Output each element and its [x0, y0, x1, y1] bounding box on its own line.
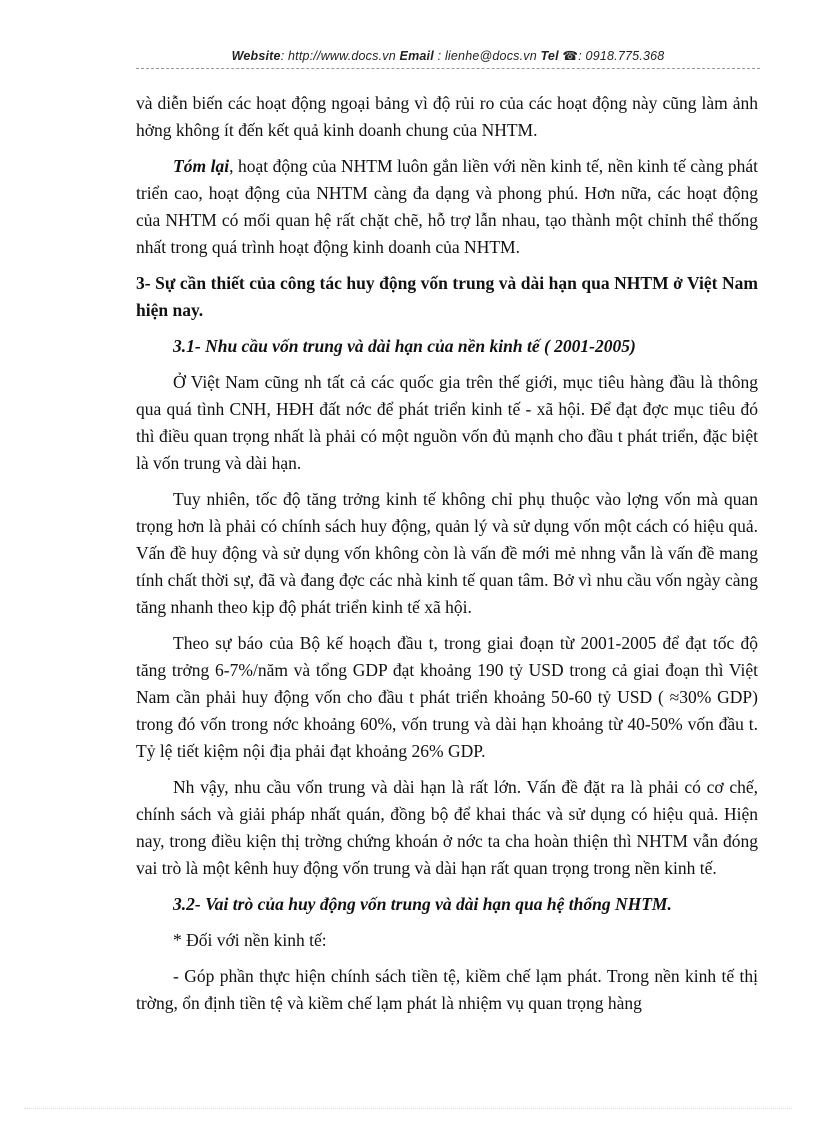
email-value: : lienhe@docs.vn — [437, 49, 537, 63]
paragraph-summary — [136, 153, 758, 261]
website-value: : http://www.docs.vn — [280, 49, 396, 63]
tel-label: Tel ☎ — [540, 49, 579, 63]
email-label: Email — [399, 49, 434, 63]
header-divider — [136, 68, 760, 69]
summary-text: , hoạt động của NHTM luôn gắn liền với nền kinh tế, nền kinh tế càng phát triển cao, hoạt động của NHTM càng đa dạng và phong phú. Hơn nữa, các hoạt động của NHTM có mối quan hệ rất chặt chẽ, hỗ trợ lẫn nhau, tạo thành một chỉnh thể thống nhất trong quá trình hoạt động kinh doanh của NHTM. — [136, 156, 758, 257]
section-3-heading: 3- Sự cần thiết của công tác huy động vốn trung và dài hạn qua NHTM ở Việt Nam hiện nay. — [136, 273, 758, 320]
footer-divider — [24, 1108, 792, 1109]
paragraph-vietnam-goals: Ở Việt Nam cũng nh tất cả các quốc gia trên thế giới, mục tiêu hàng đầu là thông qua quá tình CNH, HĐH đất nớc để phát triển kinh tế - xã hội. Để đạt đợc mục tiêu đó thì điều quan trọng nhất là phải có một nguồn vốn đủ mạnh cho đầu t phát triển, đặc biệt là vốn trung và dài hạn. — [136, 372, 758, 473]
paragraph-growth-rate: Tuy nhiên, tốc độ tăng trởng kinh tế không chỉ phụ thuộc vào lợng vốn mà quan trọng hơn là phải có chính sách huy động, quản lý và sử dụng vốn một cách có hiệu quả. Vấn đề huy động và sử dụng vốn không còn là vấn đề mới mẻ nhng vẫn là vấn đề mang tính chất thời sự, đã và đang đợc các nhà kinh tế quan tâm. Bở vì nhu cầu vốn ngày càng tăng nhanh theo kịp độ phát triển kinh tế xã hội. — [136, 489, 758, 617]
summary-lead: Tóm lại — [173, 156, 230, 176]
document-body — [136, 90, 758, 1026]
paragraph-continuation: và diễn biến các hoạt động ngoại bảng vì độ rủi ro của các hoạt động này cũng làm ảnh hởng không ít đến kết quả kinh doanh chung của NHTM. — [136, 93, 758, 140]
paragraph-capital-needs: Nh vậy, nhu cầu vốn trung và dài hạn là rất lớn. Vấn đề đặt ra là phải có cơ chế, chính sách và giải pháp nhất quán, đồng bộ để khai thác và sử dụng có hiệu quả. Hiện nay, trong điều kiện thị trờng chứng khoán ở nớc ta cha hoàn thiện thì NHTM vẫn đóng vai trò là một kênh huy động vốn trung và dài hạn rất quan trọng trong nền kinh tế. — [136, 777, 758, 878]
paragraph-forecast: Theo sự báo của Bộ kế hoạch đầu t, trong giai đoạn từ 2001-2005 để đạt tốc độ tăng trởng 6-7%/năm và tổng GDP đạt khoảng 190 tỷ USD trong cả giai đoạn thì Việt Nam cần phải huy động vốn cho đầu t phát triển khoảng 50-60 tỷ USD ( ≈30% GDP) trong đó vốn trong nớc khoảng 60%, vốn trung và dài hạn khoảng từ 40-50% vốn đầu t. Tỷ lệ tiết kiệm nội địa phải đạt khoảng 26% GDP. — [136, 633, 758, 761]
section-3-2-heading: 3.2- Vai trò của huy động vốn trung và dài hạn qua hệ thống NHTM. — [173, 894, 672, 914]
page-header — [136, 48, 760, 70]
website-label: Website — [231, 49, 281, 63]
paragraph-economy-intro: * Đối với nền kinh tế: — [173, 930, 327, 950]
tel-value: : 0918.775.368 — [578, 49, 665, 63]
section-3-1-heading: 3.1- Nhu cầu vốn trung và dài hạn của nền kinh tế ( 2001-2005) — [173, 336, 636, 356]
paragraph-monetary-policy: - Góp phần thực hiện chính sách tiền tệ, kiềm chế lạm phát. Trong nền kinh tế thị trờng, ổn định tiền tệ và kiềm chế lạm phát là nhiệm vụ quan trọng hàng — [136, 966, 758, 1013]
